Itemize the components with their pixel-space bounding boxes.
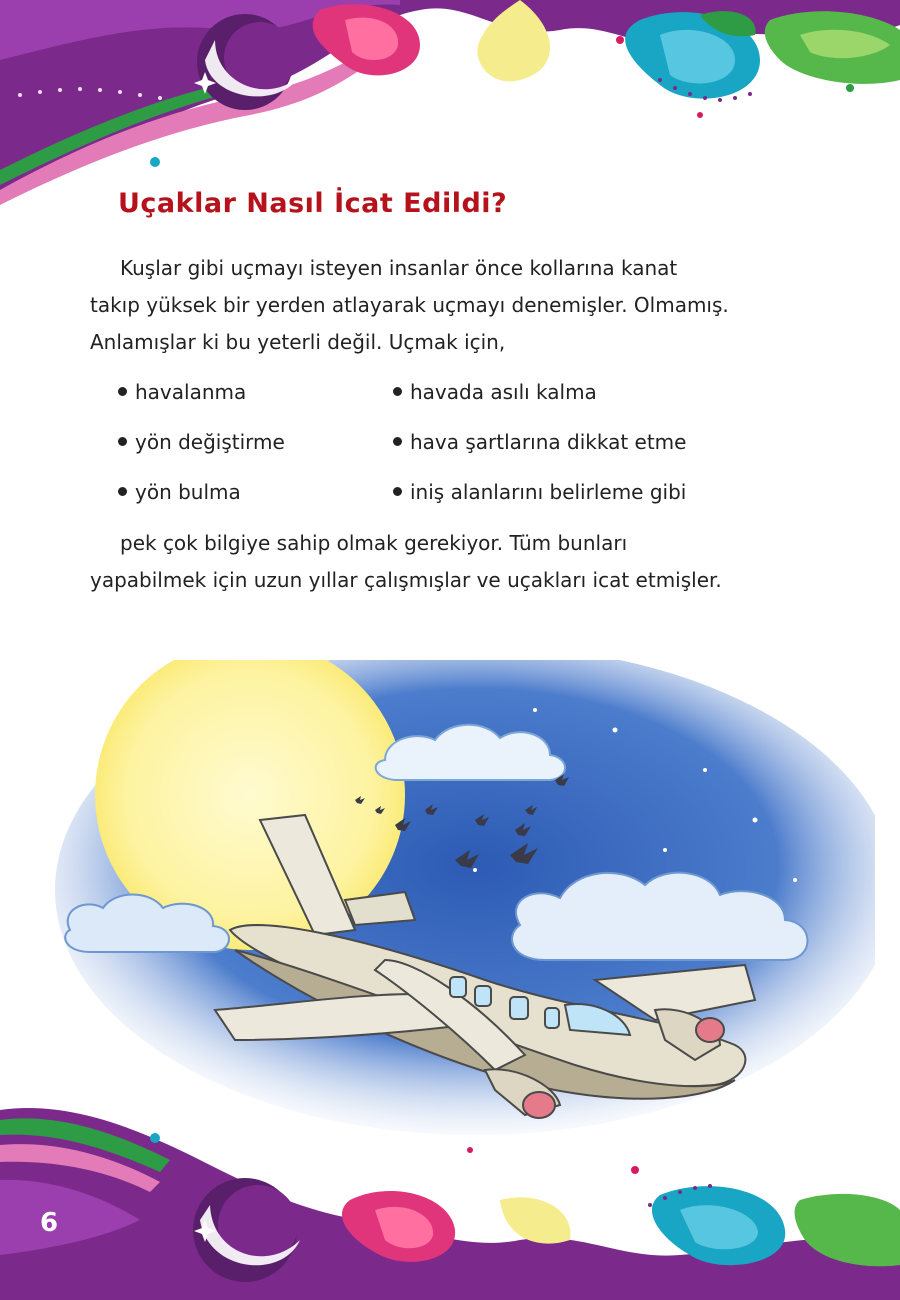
list-item-text: hava şartlarına dikkat etme [410, 430, 687, 454]
paragraph-line: takıp yüksek bir yerden atlayarak uçmayı denemişler. Olmamış. [90, 293, 729, 317]
closing-paragraph [90, 525, 790, 599]
page-number: 6 [40, 1208, 59, 1238]
list-item-text: havada asılı kalma [410, 380, 597, 404]
list-item-text: havalanma [135, 380, 247, 404]
list-item [393, 378, 597, 406]
paragraph-line: pek çok bilgiye sahip olmak gerekiyor. Tüm bunları [120, 531, 628, 555]
list-item-text: iniş alanlarını belirleme gibi [410, 480, 687, 504]
paragraph-line: yapabilmek için uzun yıllar çalışmışlar ve uçakları icat etmişler. [90, 568, 722, 592]
intro-paragraph [90, 250, 790, 361]
paragraph-line: Anlamışlar ki bu yeterli değil. Uçmak için, [90, 330, 506, 354]
list-item [118, 428, 285, 456]
list-item [118, 378, 246, 406]
page-title: Uçaklar Nasıl İcat Edildi? [118, 188, 508, 219]
top-decoration [0, 0, 900, 210]
bottom-decoration [0, 1090, 900, 1300]
list-item [393, 428, 686, 456]
list-item-text: yön bulma [135, 480, 241, 504]
bullet-icon [118, 487, 127, 496]
bullet-icon [393, 437, 402, 446]
list-item [393, 478, 686, 506]
bullet-icon [393, 387, 402, 396]
list-item [118, 478, 241, 506]
bullet-icon [118, 437, 127, 446]
bullet-icon [118, 387, 127, 396]
list-item-text: yön değiştirme [135, 430, 285, 454]
paragraph-line: Kuşlar gibi uçmayı isteyen insanlar önce kollarına kanat [120, 256, 678, 280]
bullet-icon [393, 487, 402, 496]
